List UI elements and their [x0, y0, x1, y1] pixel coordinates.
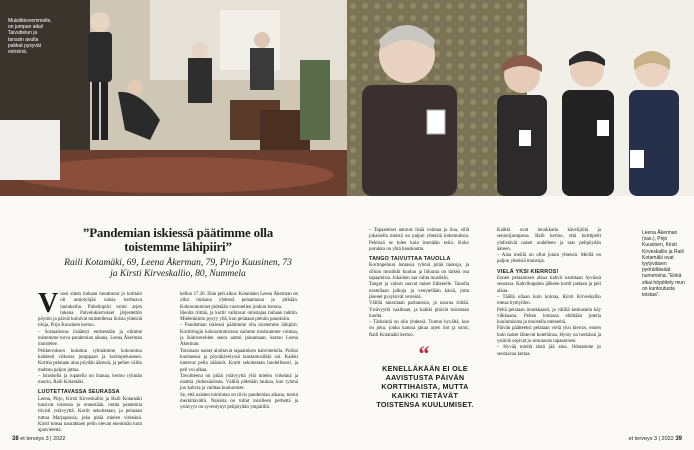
article-headline: ”Pandemian iskiessä päätimme olla toistemme lähipiiri”	[82, 225, 274, 254]
paragraph: – Aina meillä on ollut jotain yhteistä. Meillä on paljon yhteisiä muistoja.	[497, 253, 601, 265]
photo-card-players-illustration	[347, 0, 694, 196]
right-column-2	[497, 228, 601, 358]
paragraph: – Tärkeintä on olla yhdessä. Tuntuu hyvältä, kun on joku, jonka kanssa jakaa arjen ilot ja surut, Raili Kotamäki kertoo.	[369, 320, 469, 338]
photo-caption-right: Leena Åkerman (vas.), Pirjo Kuusinen, Kirsti Kirveskallio ja Raili Kotamäki ovat tyytyväisen pyöräiltäväät numeroina. ”Ehkä sikai höpöttely mun on kuntoutusta toistaa”.	[642, 230, 685, 299]
photo-caption-left: Muistikkovemmelle, on jumpan aika! Taivuttelun ja tanssin avulla pakkat pysyvät vetreinä.	[8, 18, 52, 56]
paragraph: Se, että naisten toimintaa on tiivis pandemian aikana, tuntui merkittävältä. Naisista on tullut toisilleen perhettä ja ystävyys on syventynyt pelipöydän ympärillä.	[180, 392, 298, 411]
right-column-1	[369, 228, 469, 339]
paragraph: – Tapaamiset antavat lisää voimaa ja iloa, sillä jokaisella meistä on paljon yhteisiä kokemuksia. Peleissä se tulee kuin itsestään esiin. Koko porukka on yhtä hauskuutta.	[369, 228, 469, 252]
page-number: 39	[675, 436, 682, 442]
footer-right	[629, 436, 682, 442]
paragraph: Välillä tanssitaan paritanssia, ja naurua riittää. Ystävyyttä vaalitaan, ja kaikki pitävät toisistaan huolta.	[369, 301, 469, 319]
left-column-2	[180, 292, 298, 412]
section-heading: LUOTETTAVASSA SEURASSA	[38, 389, 120, 396]
paragraph: – Täällä ollaan kuin kotona, Kirsti Kirveskallio toteaa hymyillen.	[497, 294, 601, 307]
issue-number: 3 | 2022	[45, 436, 66, 442]
magazine-brand: et terveys	[20, 436, 45, 442]
photo-exercise-illustration	[0, 0, 347, 196]
paragraph: Päivän päätteeksi pelataan vielä yksi kierros, ennen kuin naiset lähtevät koteihinsa. Hymy on herkässä ja ystävät sopivat jo seuraavan tapaamisen.	[497, 326, 601, 345]
paragraph: Leena, Pirjo, Kirsti Kirveskallio ja Raili Kotamäki tunsivat toisensa jo ennestään, mutta pandemia tiivisti ystävyyttä. Kortit sekoitetaan, ja pelataan tuttua Marjapussia, joka pitää mielen virkeänä. Kirsti toteaa naurahtaen pelin olevan enemmän kuin ajanvietettä.	[38, 396, 142, 434]
paragraph: – Pandemian iskiessä päätimme olla toistemme lähipiiri. Korttiringin kokoontumisissa saimme toisistamme voimaa, ja ikätovereiden seura auttoi jaksamaan, kertoo Leena Åkerman.	[180, 323, 298, 348]
left-column-1	[38, 288, 142, 435]
page-number: 38	[12, 436, 19, 442]
section-heading: VIELÄ YKSI KIERROS!	[497, 268, 559, 275]
paragraph: – Sosiaalisuus lisääntyi entisestään ja olimme toistemme turva pandemian aikana, Leena Åkerman muistelee.	[38, 329, 142, 348]
paragraph: Kaikki ovat innokkaita kävelijöitä ja seniorijumpassa. Raili kertoo, että korttipelit yhdistävät naiset uudelleen ja taas pelipöydän ääreen.	[497, 228, 601, 252]
paragraph: – Istuskella ja rupatella on ihanaa, kertoo ryhmän nuorin, Raili Kotamäki.	[38, 373, 142, 386]
paragraph: Peliä pelataan innokkaasti, ja välillä keskustelu käy vilkkaana. Pelien lomassa ehditään jutella kuulumisista ja muistella menneitä.	[497, 307, 601, 326]
paragraph: – Hyvää mieltä tästä jää aina. Odotamme jo seuraavaa kertaa.	[497, 345, 601, 357]
magazine-brand: et terveys	[628, 436, 653, 442]
paragraph: uosi sitten tiuhaan muuttunut jo kotitalo oli autiotyhjää naisia kerhoava laulukerho. Puhelinpiiri toimi arjen tukena. Palvelukierrokset järjestettiin pöytiin ja päivät kuluivat muistellessa iloisia yhteisiä tiloja, Pirjo Kuusinen kertoo.	[38, 292, 142, 329]
issue-number: 3 | 2022	[654, 436, 674, 442]
paragraph: Tangot ja valssit saavat naiset liikkeelle. Tauolla nostellaan jalkoja ja venytellään käsiä, jotta jäsenet pysyisivät vetreinä.	[369, 282, 469, 300]
right-page	[347, 0, 694, 450]
paragraph: kelloo 17.30. Illan peli alkoi. Kotamäen Leena Åkerman on ollut mukana yhdessä pelaamassa jo pitkään. Kokoontumiset pidetään vuorotellen jonkun kotona.	[180, 292, 298, 310]
section-heading: TANGO TAIVUTTAA TAUOLLA	[369, 256, 451, 263]
paragraph: Ideoita riittää, ja kortit vaihtavat omistajaa tiuhaan tahtiin. Mielenkiinto pysyy yllä, kun pelataan pieniin panoksiin.	[180, 310, 298, 323]
paragraph: Kortinpeluun lomassa ryhmä pitää taukoja, ja silloin musiikki kuuluu ja liikunta on tärkeä osa tapaamisia. Jokainen saa valita musiikin.	[369, 263, 469, 282]
photo-card-players	[347, 0, 694, 196]
paragraph: Tavoitteena on pitää ystävyyttä yllä mielen virkeänä ja nauttia yhdessäolosta. Välillä pidetään taukoa, kun ryhmä juo kahvia ja vaihtaa kuulumiset.	[180, 373, 298, 392]
quote-mark-icon: “	[418, 341, 430, 366]
paragraph: Pelikerroksen kuluttua ryhmämme kokoontuu kahdesti viikossa jumppaan ja kortinpeluuseen. Korttia pelataan aina pöydän ääressä, ja pelien väliin mahtuu paljon juttua.	[38, 348, 142, 373]
pull-quote: KENELLÄKÄÄN EI OLE AAVISTUSTA PÄIVÄN KORTTIHAISTA, MUTTA KAIKKI TIETÄVÄT TOISTENSA KUULUMISET.	[376, 364, 474, 409]
paragraph: Toisinaan naiset aloittavat tapaamisen kahvittelulla. Pullon kuohuessa ja pöytäkävelyssä taustamusiikki soi. Kaikki tuntevat pelin säännöt. Kortit sekoitetaan huolellisesti, ja peli voi alkaa.	[180, 348, 298, 373]
article-byline: Raili Kotamäki, 69, Leena Åkerman, 79, Pirjo Kuusinen, 73 ja Kirsti Kirveskallio, 80, Nummela	[64, 258, 292, 279]
drop-cap: V	[38, 288, 59, 319]
footer-left	[12, 436, 65, 442]
paragraph: Ennen pelaamisen alkua kahvit nautitaan hyvässä seurassa. Kahvikuppien jälkeen kortit jaetaan ja peli alkaa.	[497, 276, 601, 294]
photo-exercise-room	[0, 0, 347, 196]
